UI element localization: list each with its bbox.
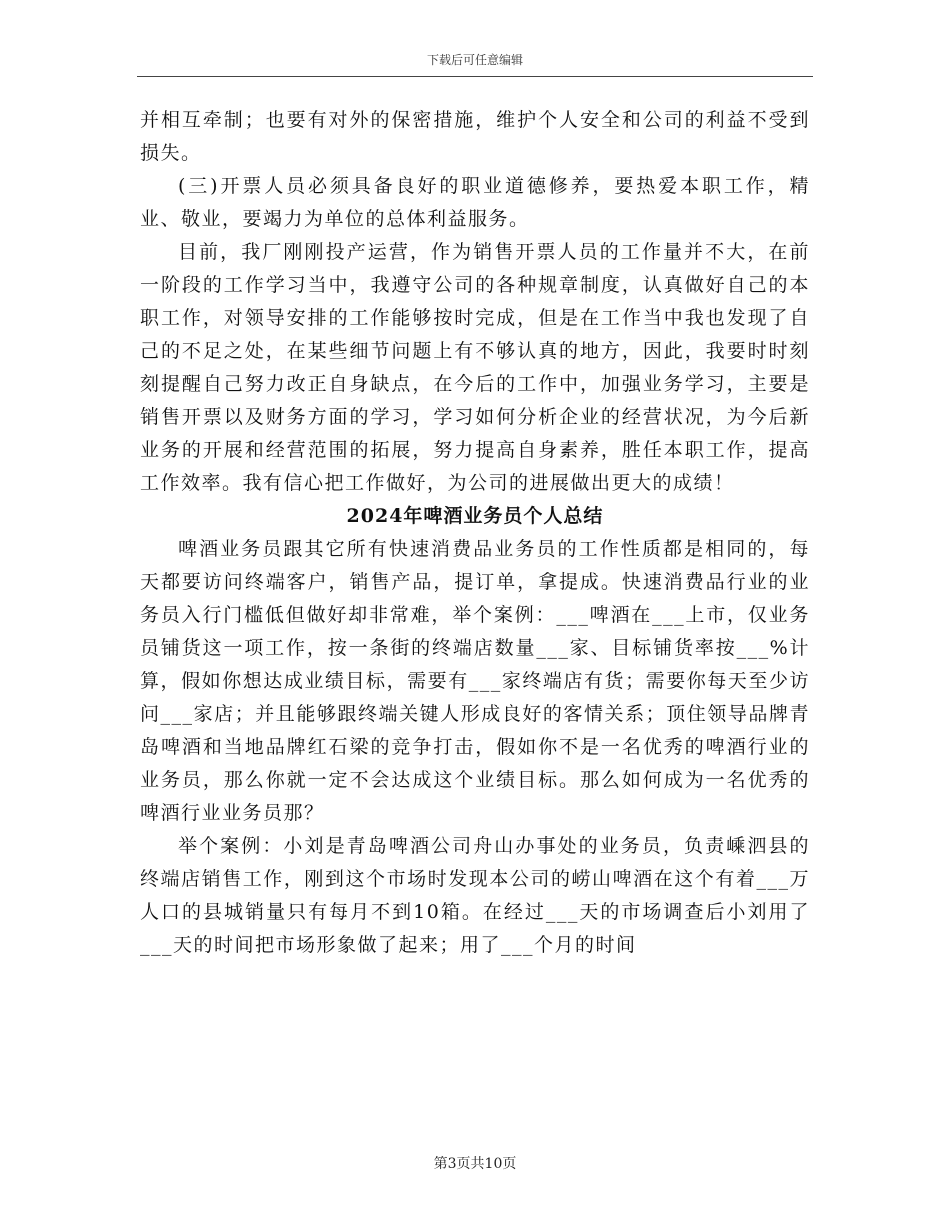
document-body bbox=[140, 104, 810, 962]
paragraph: 目前，我厂刚刚投产运营，作为销售开票人员的工作量并不大，在前一阶段的工作学习当中，我遵守公司的各种规章制度，认真做好自己的本职工作，对领导安排的工作能够按时完成，但是在工作当中我也发现了自己的不足之处，在某些细节问题上有不够认真的地方，因此，我要时时刻刻提醒自己努力改正自身缺点，在今后的工作中，加强业务学习，主要是销售开票以及财务方面的学习，学习如何分析企业的经营状况，为今后新业务的开展和经营范围的拓展，努力提高自身素养，胜任本职工作，提高工作效率。我有信心把工作做好，为公司的进展做出更大的成绩！ bbox=[140, 241, 810, 494]
paragraph: (三)开票人员必须具备良好的职业道德修养，要热爱本职工作，精业、敬业，要竭力为单位的总体利益服务。 bbox=[140, 175, 810, 230]
paragraph: 举个案例：小刘是青岛啤酒公司舟山办事处的业务员，负责嵊泗县的终端店销售工作，刚到这个市场时发现本公司的崂山啤酒在这个有着___万人口的县城销量只有每月不到10箱。在经过___天的市场调查后小刘用了___天的时间把市场形象做了起来；用了___个月的时间 bbox=[140, 835, 810, 956]
paragraph: 啤酒业务员跟其它所有快速消费品业务员的工作性质都是相同的，每天都要访问终端客户，销售产品，提订单，拿提成。快速消费品行业的业务员入行门槛低但做好却非常难，举个案例：___啤酒在___上市，仅业务员铺货这一项工作，按一条街的终端店数量___家、目标铺货率按___%计算，假如你想达成业绩目标，需要有___家终端店有货；需要你每天至少访问___家店；并且能够跟终端关键人形成良好的客情关系；顶住领导品牌青岛啤酒和当地品牌红石梁的竞争打击，假如你不是一名优秀的啤酒行业的业务员，那么你就一定不会达成这个业绩目标。那么如何成为一名优秀的啤酒行业业务员那？ bbox=[140, 538, 810, 824]
header-divider bbox=[137, 76, 813, 77]
paragraph: 并相互牵制；也要有对外的保密措施，维护个人安全和公司的利益不受到损失。 bbox=[140, 109, 810, 164]
page-header: 下载后可任意编辑 bbox=[426, 53, 523, 67]
section-title: 2024年啤酒业务员个人总结 bbox=[346, 505, 604, 527]
page-number: 第3页共10页 bbox=[433, 1156, 517, 1172]
